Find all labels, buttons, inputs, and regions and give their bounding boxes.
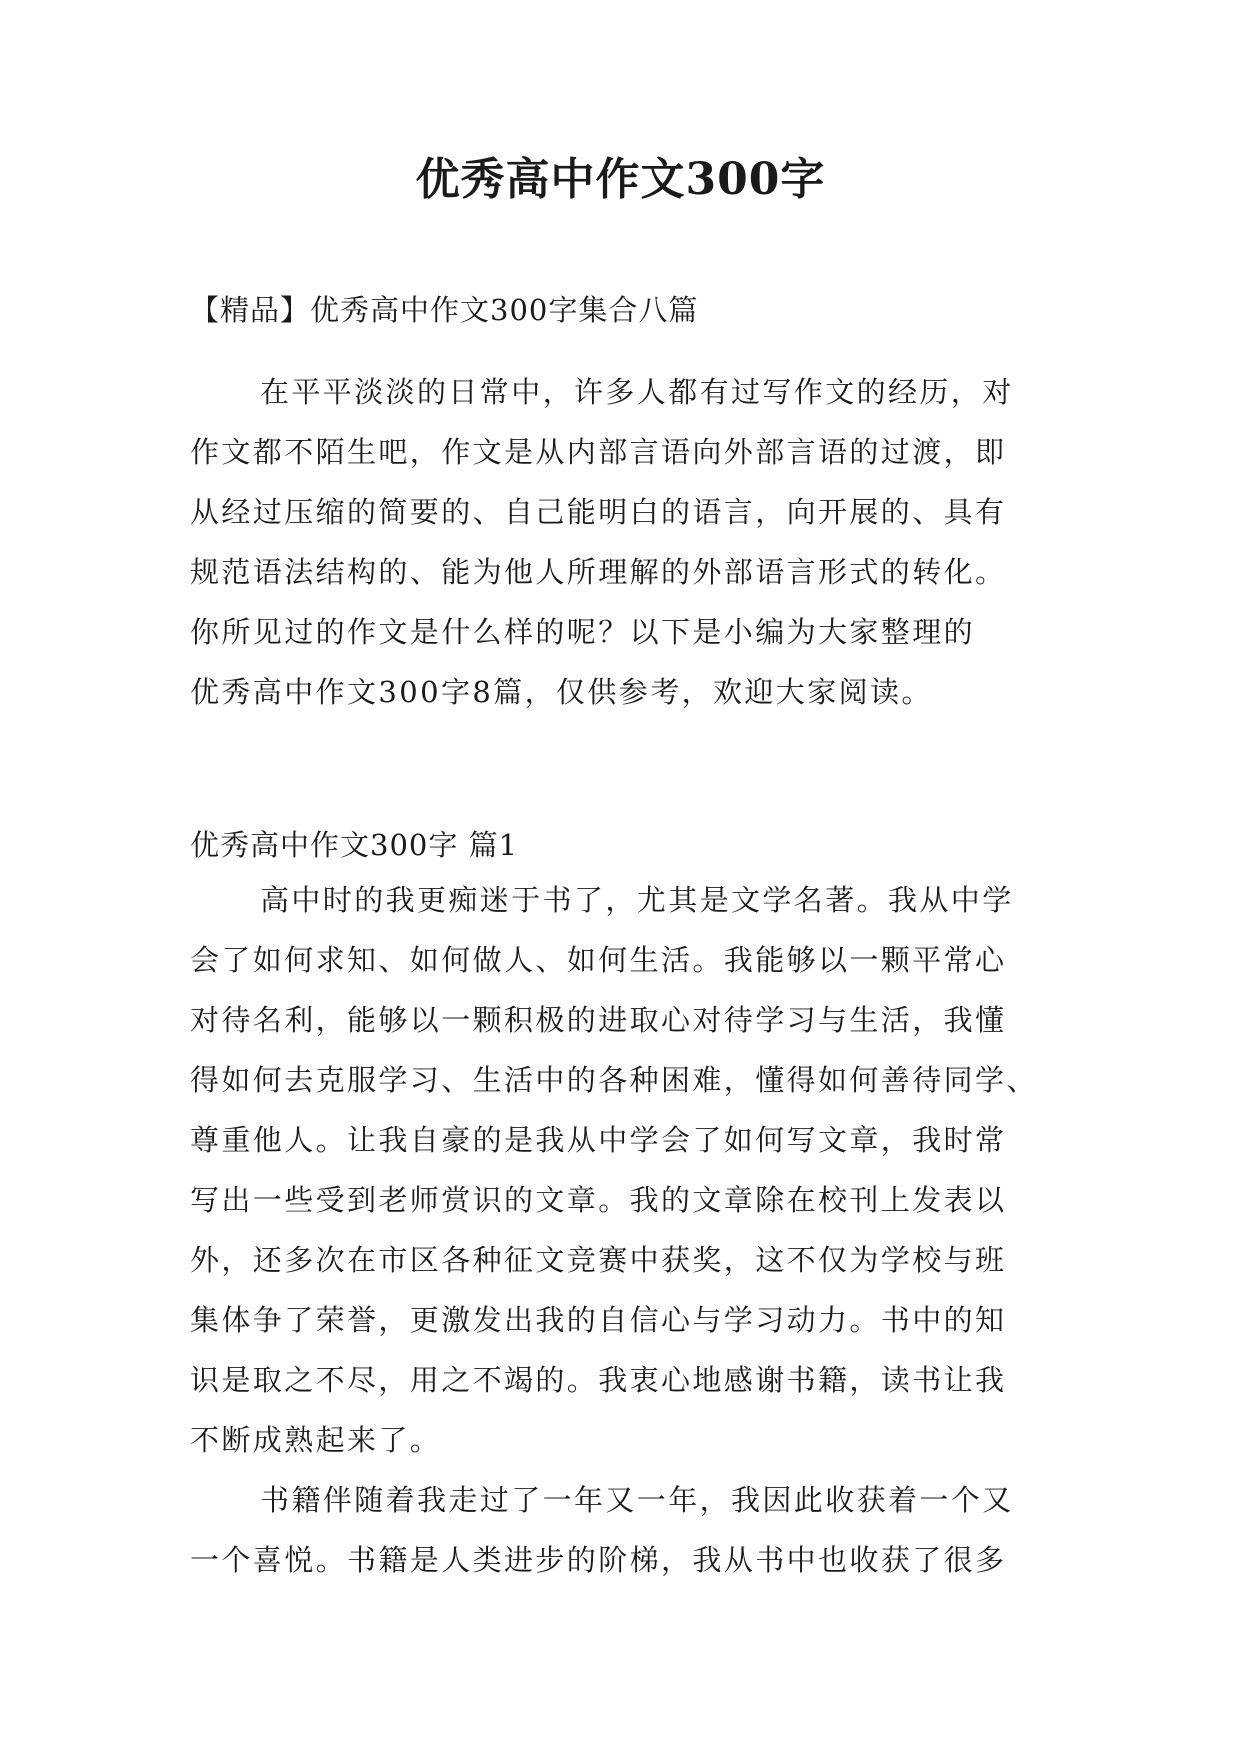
body-paragraph-1 bbox=[190, 870, 1060, 1470]
body-line: 高中时的我更痴迷于书了，尤其是文学名著。我从中学 bbox=[260, 883, 1014, 917]
body-line: 得如何去克服学习、生活中的各种困难，懂得如何善待同学、 bbox=[190, 1063, 1038, 1097]
body-line: 会了如何求知、如何做人、如何生活。我能够以一颗平常心 bbox=[190, 943, 1007, 977]
section-heading: 优秀高中作文300字 篇1 bbox=[190, 828, 519, 862]
body-line: 一个喜悦。书籍是人类进步的阶梯，我从书中也收获了很多 bbox=[190, 1543, 1007, 1577]
intro-line: 优秀高中作文300字8篇，仅供参考，欢迎大家阅读。 bbox=[190, 675, 933, 709]
body-paragraph-2 bbox=[190, 1470, 1060, 1590]
intro-paragraph bbox=[190, 362, 1060, 722]
intro-line: 你所见过的作文是什么样的呢？以下是小编为大家整理的 bbox=[190, 615, 976, 649]
intro-line: 在平平淡淡的日常中，许多人都有过写作文的经历，对 bbox=[260, 375, 1014, 409]
body-line: 书籍伴随着我走过了一年又一年，我因此收获着一个又 bbox=[260, 1483, 1014, 1517]
document-subtitle: 【精品】优秀高中作文300字集合八篇 bbox=[190, 293, 699, 327]
body-line: 对待名利，能够以一颗积极的进取心对待学习与生活，我懂 bbox=[190, 1003, 1007, 1037]
body-line: 尊重他人。让我自豪的是我从中学会了如何写文章，我时常 bbox=[190, 1123, 1007, 1157]
body-line: 外，还多次在市区各种征文竞赛中获奖，这不仅为学校与班 bbox=[190, 1243, 1007, 1277]
intro-line: 从经过压缩的简要的、自己能明白的语言，向开展的、具有 bbox=[190, 495, 1007, 529]
intro-line: 规范语法结构的、能为他人所理解的外部语言形式的转化。 bbox=[190, 555, 1007, 589]
document-title: 优秀高中作文300字 bbox=[415, 154, 826, 205]
intro-line: 作文都不陌生吧，作文是从内部言语向外部言语的过渡，即 bbox=[190, 435, 1007, 469]
body-line: 不断成熟起来了。 bbox=[190, 1423, 442, 1457]
body-line: 识是取之不尽，用之不竭的。我衷心地感谢书籍，读书让我 bbox=[190, 1363, 1007, 1397]
body-line: 写出一些受到老师赏识的文章。我的文章除在校刊上发表以 bbox=[190, 1183, 1007, 1217]
body-line: 集体争了荣誉，更激发出我的自信心与学习动力。书中的知 bbox=[190, 1303, 1007, 1337]
